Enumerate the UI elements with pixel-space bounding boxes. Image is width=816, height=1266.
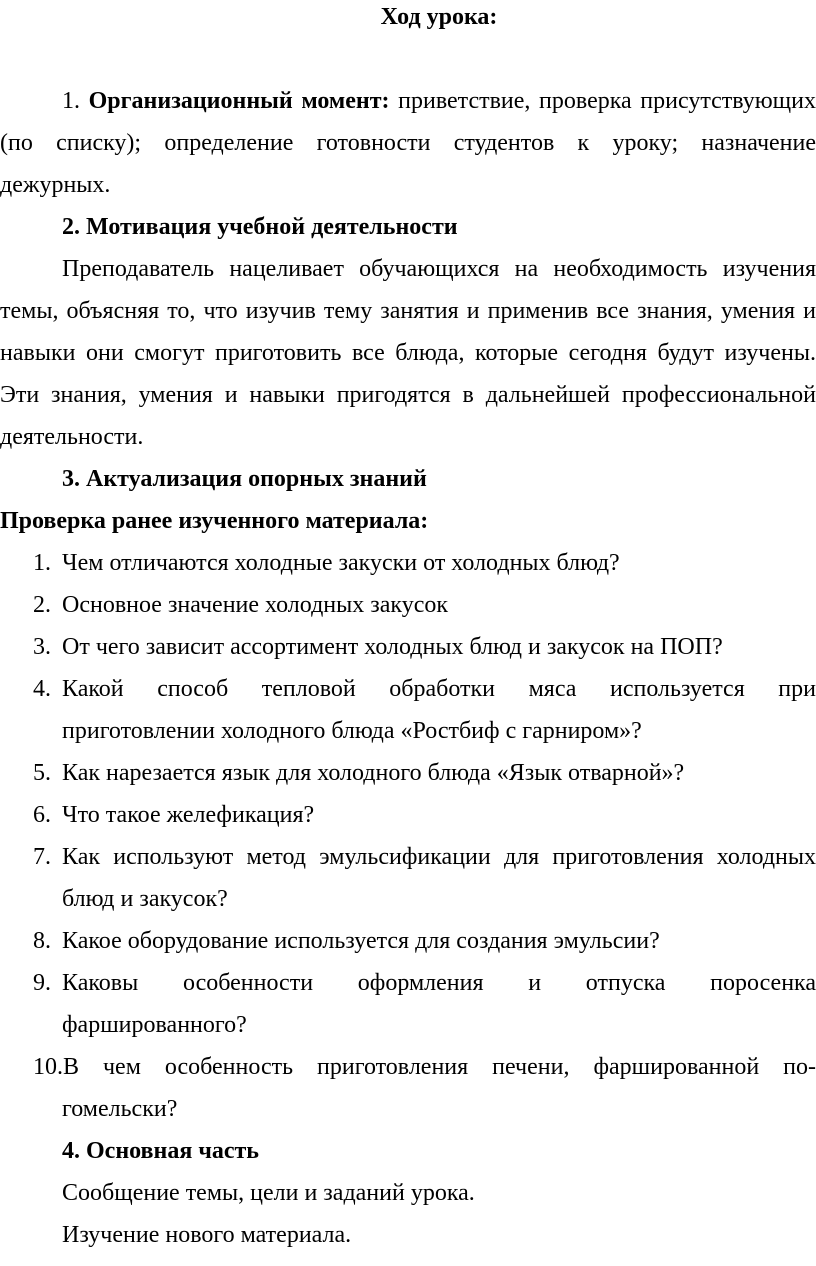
list-item bbox=[0, 668, 816, 752]
text-line bbox=[0, 80, 816, 122]
list-number: 2. bbox=[33, 592, 51, 618]
text-line bbox=[0, 962, 816, 1004]
bold-text: 3. Актуализация опорных знаний bbox=[62, 466, 427, 492]
section-heading bbox=[0, 206, 816, 248]
list-number: 1. bbox=[33, 550, 51, 576]
text-segment: Сообщение темы, цели и заданий урока. bbox=[62, 1180, 475, 1206]
text-line bbox=[0, 668, 816, 710]
text-segment: фаршированного? bbox=[62, 1012, 247, 1038]
text-line bbox=[0, 1088, 816, 1130]
list-number: 5. bbox=[33, 760, 51, 786]
text-segment: От чего зависит ассортимент холодных блюд и закусок на ПОП? bbox=[62, 634, 723, 660]
text-line bbox=[0, 710, 816, 752]
text-segment: приготовлении холодного блюда «Ростбиф с гарниром»? bbox=[62, 718, 642, 744]
text-line bbox=[0, 374, 816, 416]
text-segment: Изучение нового материала. bbox=[62, 1222, 352, 1248]
text-line bbox=[0, 794, 816, 836]
text-segment: Чем отличаются холодные закуски от холодных блюд? bbox=[62, 550, 620, 576]
list-item bbox=[0, 752, 816, 794]
text-segment: 1. bbox=[62, 88, 89, 114]
text-line bbox=[0, 416, 816, 458]
paragraph bbox=[0, 1172, 816, 1214]
text-segment: деятельности. bbox=[0, 424, 144, 450]
text-line bbox=[0, 878, 816, 920]
text-line bbox=[0, 1214, 816, 1256]
list-item bbox=[0, 542, 816, 584]
text-line bbox=[0, 1172, 816, 1214]
text-line bbox=[0, 542, 816, 584]
text-line bbox=[0, 752, 816, 794]
text-segment: Основное значение холодных закусок bbox=[62, 592, 449, 618]
text-segment: В чем особенность приготовления печени, фаршированной по- bbox=[63, 1054, 816, 1080]
text-line bbox=[0, 1046, 816, 1088]
list-item bbox=[0, 836, 816, 920]
text-segment: Что такое желефикация? bbox=[62, 802, 315, 828]
list-number: 10. bbox=[33, 1054, 63, 1080]
paragraph bbox=[0, 1214, 816, 1256]
list-item bbox=[0, 626, 816, 668]
text-segment: приветствие, проверка присутствующих bbox=[389, 88, 816, 114]
text-segment: Как нарезается язык для холодного блюда «Язык отварной»? bbox=[62, 760, 685, 786]
text-line bbox=[0, 290, 816, 332]
text-segment: темы, объясняя то, что изучив тему занятия и применив все знания, умения и bbox=[0, 298, 816, 324]
section-heading bbox=[0, 458, 816, 500]
text-segment: гомельски? bbox=[62, 1096, 178, 1122]
paragraph bbox=[0, 248, 816, 458]
text-line bbox=[0, 626, 816, 668]
list-item bbox=[0, 962, 816, 1046]
text-line bbox=[0, 584, 816, 626]
list-number: 3. bbox=[33, 634, 51, 660]
document-title: Ход урока: bbox=[380, 4, 498, 30]
list-item bbox=[0, 1046, 816, 1130]
list-number: 9. bbox=[33, 970, 51, 996]
text-line bbox=[0, 920, 816, 962]
text-segment: (по списку); определение готовности студентов к уроку; назначение bbox=[0, 130, 816, 156]
list-number: 8. bbox=[33, 928, 51, 954]
bold-text: 4. Основная часть bbox=[62, 1138, 259, 1164]
text-line bbox=[0, 248, 816, 290]
text-line bbox=[0, 500, 816, 542]
list-number: 4. bbox=[33, 676, 51, 702]
text-line bbox=[0, 206, 816, 248]
bold-text: Организационный момент: bbox=[88, 88, 390, 114]
text-segment: Какое оборудование используется для создания эмульсии? bbox=[62, 928, 660, 954]
list-item bbox=[0, 920, 816, 962]
list-item bbox=[0, 794, 816, 836]
blank-line bbox=[0, 38, 816, 80]
list-item bbox=[0, 584, 816, 626]
list-number: 6. bbox=[33, 802, 51, 828]
text-segment: блюд и закусок? bbox=[62, 886, 228, 912]
text-line bbox=[0, 836, 816, 878]
paragraph bbox=[0, 80, 816, 206]
section-heading bbox=[0, 500, 816, 542]
bold-text: 2. Мотивация учебной деятельности bbox=[62, 214, 458, 240]
text-segment: Каковы особенности оформления и отпуска поросенка bbox=[62, 970, 816, 996]
text-segment: навыки они смогут приготовить все блюда, которые сегодня будут изучены. bbox=[0, 340, 816, 366]
bold-text: Проверка ранее изученного материала: bbox=[0, 508, 429, 534]
section-heading bbox=[0, 1130, 816, 1172]
text-line bbox=[0, 1130, 816, 1172]
text-segment: дежурных. bbox=[0, 172, 111, 198]
text-line bbox=[0, 1004, 816, 1046]
text-segment: Преподаватель нацеливает обучающихся на необходимость изучения bbox=[62, 256, 816, 282]
text-line bbox=[0, 332, 816, 374]
text-line bbox=[0, 122, 816, 164]
text-segment: Как используют метод эмульсификации для приготовления холодных bbox=[62, 844, 816, 870]
list-number: 7. bbox=[33, 844, 51, 870]
text-segment: Эти знания, умения и навыки пригодятся в дальнейшей профессиональной bbox=[0, 382, 816, 408]
text-line bbox=[0, 458, 816, 500]
document-body bbox=[0, 38, 816, 1256]
text-segment: Какой способ тепловой обработки мяса используется при bbox=[62, 676, 816, 702]
text-line bbox=[0, 164, 816, 206]
